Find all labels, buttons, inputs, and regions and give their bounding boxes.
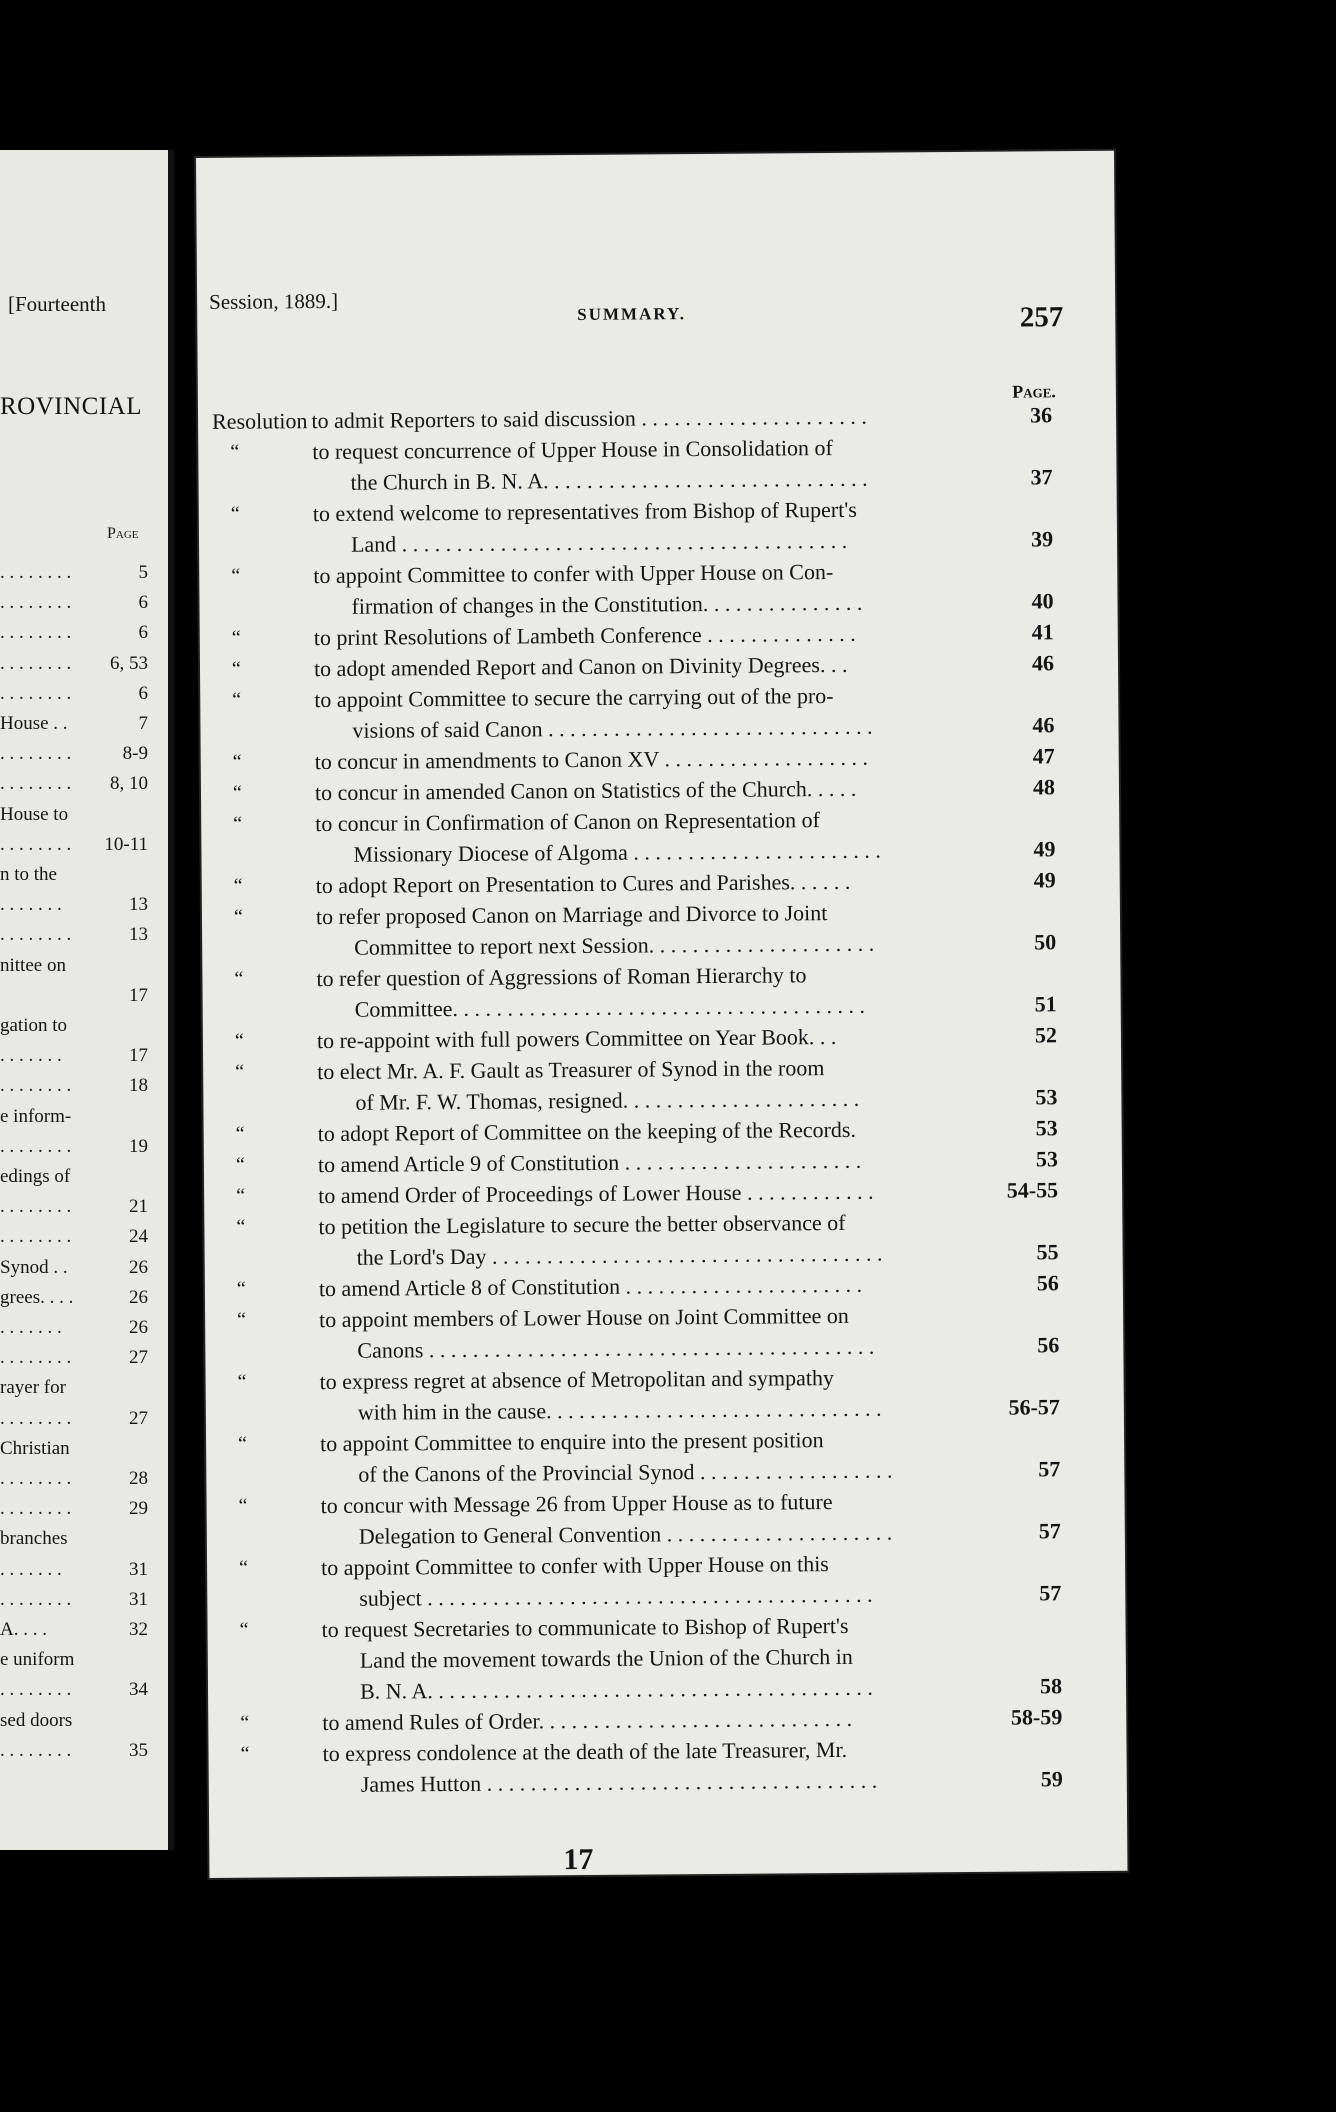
left-line-page: 18 [129, 1075, 148, 1097]
left-line-text: Synod . . [0, 1256, 68, 1278]
left-line-page: 26 [129, 1317, 148, 1338]
page-column-label: Page. [1012, 381, 1056, 402]
left-line-text: . . . . . . . . [0, 1347, 72, 1369]
left-line-page: 13 [129, 924, 148, 946]
entry-text [219, 1299, 975, 1367]
entry-text [216, 958, 972, 1026]
left-line-page: 17 [129, 1045, 148, 1067]
entry-page-ref: 46 [1031, 650, 1055, 676]
left-line-page: 34 [129, 1679, 148, 1701]
entry-line: to petition the Legislature to secure the better observance of [318, 1209, 846, 1240]
left-line-text: . . . . . . . . [0, 1196, 72, 1218]
left-line-text: branches [0, 1528, 68, 1550]
ditto-mark: “ [234, 1029, 244, 1052]
left-line-page: 6 [138, 592, 148, 614]
entry-text [217, 1051, 973, 1119]
ditto-mark: “ [230, 502, 240, 525]
left-line-text: . . . . . . . [0, 1317, 62, 1338]
entry-text [215, 803, 971, 871]
entry-text [219, 1361, 975, 1429]
ditto-mark: “ [231, 564, 241, 587]
entry-page-ref: 51 [1034, 991, 1057, 1017]
left-line-page: 10-11 [104, 833, 148, 855]
entry-page-ref: 53 [1035, 1146, 1058, 1172]
page-number: 257 [1019, 301, 1064, 334]
ditto-mark: “ [231, 657, 241, 680]
left-line-page: 8-9 [122, 743, 148, 765]
ditto-mark: “ [238, 1494, 248, 1517]
ditto-mark: “ [237, 1308, 247, 1331]
entry-text [221, 1547, 977, 1615]
left-index-line [0, 834, 148, 864]
entry-page-ref: 40 [1031, 588, 1054, 614]
left-line-text: House . . [0, 713, 68, 734]
left-line-text: . . . . . . . . [0, 833, 72, 855]
left-line-page: 8, 10 [110, 773, 148, 795]
left-line-text: . . . . . . . . [0, 1226, 72, 1248]
left-line-text: . . . . . . . . [0, 1588, 72, 1610]
left-line-text: . . . . . . . . [0, 743, 72, 765]
left-index-line [0, 1257, 148, 1287]
entry-text [220, 1423, 976, 1491]
entry-page-ref: 41 [1031, 619, 1054, 645]
left-index-line [0, 1559, 148, 1589]
left-line-page: 5 [138, 562, 148, 583]
entry-line: Committee to report next Session. . . . . . . . . . . . . . . . . . . . . [354, 930, 875, 960]
left-line-page: 35 [129, 1739, 148, 1761]
entry-line: to express regret at absence of Metropolitan and sympathy [319, 1365, 835, 1395]
entry-line: to amend Rules of Order. . . . . . . . . . . . . . . . . . . . . . . . . . . . . [322, 1705, 853, 1736]
left-line-text: . . . . . . . . [0, 652, 72, 674]
ditto-mark: “ [234, 967, 244, 990]
entry-page-ref: 48 [1032, 774, 1056, 800]
left-index-line [0, 773, 148, 803]
entry-text [213, 555, 969, 623]
summary-entry [220, 1422, 1060, 1491]
entry-line: Land the movement towards the Union of the Church in [359, 1643, 853, 1673]
entry-page-ref: 57 [1038, 1456, 1061, 1482]
left-index-line [0, 1377, 148, 1407]
entry-page-ref: 58 [1039, 1673, 1063, 1699]
left-line-text: . . . . . . . . [0, 1468, 72, 1489]
running-header-session: Session, 1889.] [209, 288, 339, 314]
entry-page-ref: 56 [1036, 1270, 1059, 1296]
entry-page-ref: 37 [1030, 464, 1053, 490]
left-line-text: A. . . . [0, 1619, 47, 1640]
left-line-text: edings of [0, 1166, 71, 1187]
entry-page-ref: 52 [1034, 1022, 1058, 1048]
left-index-line [0, 1619, 148, 1649]
left-line-page: 13 [129, 894, 148, 916]
left-index-line [0, 1649, 148, 1679]
left-index-line [0, 1106, 148, 1136]
entry-line: to amend Article 8 of Constitution . . . . . . . . . . . . . . . . . . . . . . [318, 1271, 863, 1302]
left-line-page: 31 [129, 1588, 148, 1610]
left-index-line [0, 1408, 148, 1438]
entry-text [216, 896, 972, 964]
entry-text [221, 1609, 978, 1708]
left-line-page: 7 [138, 713, 148, 734]
left-index-line [0, 864, 148, 894]
ditto-mark: “ [232, 688, 242, 711]
left-line-text: . . . . . . . . [0, 1075, 72, 1097]
entry-line: firmation of changes in the Constitution. . . . . . . . . . . . . . . [351, 589, 863, 619]
entry-line: subject . . . . . . . . . . . . . . . . . . . . . . . . . . . . . . . . . . . . . . . . . [359, 1581, 873, 1611]
entry-lead: Resolution [211, 408, 308, 434]
entry-line: to appoint Committee to enquire into the present position [320, 1427, 824, 1457]
entry-page-ref: 39 [1030, 526, 1054, 552]
entry-text [212, 431, 968, 499]
ditto-mark: “ [236, 1215, 246, 1238]
entry-line: to concur in amendments to Canon XV . . . . . . . . . . . . . . . . . . . [314, 744, 869, 775]
left-line-text: . . . . . . . . [0, 592, 72, 614]
left-line-page: 6, 53 [110, 652, 148, 674]
ditto-mark: “ [240, 1742, 250, 1765]
ditto-mark: “ [236, 1184, 246, 1207]
entry-text [213, 493, 969, 561]
entry-line: to adopt Report on Presentation to Cures and Parishes. . . . . . [315, 868, 851, 899]
left-index-line [0, 955, 148, 985]
left-index-line [0, 1710, 148, 1740]
running-header-title: SUMMARY. [577, 304, 687, 325]
left-line-text: . . . . . . . [0, 894, 62, 916]
left-line-page: 6 [138, 682, 148, 704]
left-line-text: . . . . . . . . [0, 682, 72, 704]
left-line-text: Christian [0, 1437, 70, 1459]
entry-page-ref: 47 [1032, 743, 1055, 769]
entry-line: the Lord's Day . . . . . . . . . . . . . . . . . . . . . . . . . . . . . . . . . . . . [356, 1240, 883, 1270]
left-index-line [0, 622, 148, 652]
left-index-line [0, 1438, 148, 1468]
summary-entry [216, 957, 1056, 1026]
left-line-text: . . . . . . . . [0, 622, 72, 644]
entry-line: to appoint Committee to confer with Upper House on Con- [313, 559, 834, 589]
entry-line: to appoint members of Lower House on Joint Committee on [319, 1302, 849, 1333]
ditto-mark: “ [233, 812, 243, 835]
left-index-line [0, 1468, 148, 1498]
left-line-text: . . . . . . . [0, 1045, 62, 1067]
entry-text [214, 679, 970, 747]
summary-entry [218, 1205, 1058, 1274]
left-line-page: 24 [129, 1226, 148, 1248]
left-page-title: ROVINCIAL [0, 393, 142, 420]
left-index-line [0, 1196, 148, 1226]
left-line-text: . . . . . . . . [0, 1739, 72, 1761]
left-index-line [0, 1075, 148, 1105]
left-line-page: 28 [129, 1468, 148, 1489]
summary-entry [219, 1298, 1059, 1367]
signature-mark: 17 [563, 1842, 594, 1877]
left-index-line [0, 1347, 148, 1377]
left-index-line [0, 924, 148, 954]
summary-entry [219, 1360, 1059, 1429]
left-index-line [0, 1045, 148, 1075]
summary-entry [221, 1546, 1061, 1615]
entry-line: to adopt amended Report and Canon on Divinity Degrees. . . [313, 651, 848, 682]
left-line-text: grees. . . . [0, 1286, 74, 1308]
summary-entry [220, 1484, 1060, 1553]
left-line-text: n to the [0, 864, 57, 885]
summary-page [196, 151, 1127, 1878]
left-index-line [0, 713, 148, 743]
summary-entry [212, 430, 1052, 499]
ditto-mark: “ [235, 1153, 245, 1176]
entry-page-ref: 53 [1035, 1115, 1058, 1141]
entry-line: of the Canons of the Provincial Synod . . . . . . . . . . . . . . . . . . [358, 1457, 893, 1487]
left-line-text: e uniform [0, 1649, 75, 1671]
entry-page-ref: 49 [1033, 867, 1056, 893]
ditto-mark: “ [232, 781, 242, 804]
entry-line: to concur in Confirmation of Canon on Representation of [315, 807, 820, 837]
left-line-page: 27 [129, 1347, 148, 1369]
left-line-text: rayer for [0, 1377, 66, 1399]
ditto-mark: “ [240, 1711, 250, 1734]
left-line-text: gation to [0, 1015, 68, 1036]
summary-entry [221, 1608, 1062, 1708]
entry-line: to print Resolutions of Lambeth Conference . . . . . . . . . . . . . . [313, 620, 856, 651]
left-index-line [0, 1498, 148, 1528]
left-index-line [0, 1679, 148, 1709]
entry-page-ref: 49 [1033, 836, 1056, 862]
entry-page-ref: 59 [1040, 1766, 1063, 1792]
entry-line: to express condolence at the death of the late Treasurer, Mr. [322, 1736, 848, 1767]
entry-line: to re-appoint with full powers Committee on Year Book. . . [316, 1023, 837, 1054]
left-line-page: 19 [129, 1135, 148, 1157]
left-index-line [0, 653, 148, 683]
left-page-column-label: Page [107, 525, 139, 542]
entry-line: Canons . . . . . . . . . . . . . . . . . . . . . . . . . . . . . . . . . . . . . . . . . [357, 1333, 875, 1363]
left-index-line [0, 1015, 148, 1045]
left-index-line [0, 683, 148, 713]
left-index-line [0, 894, 148, 924]
entry-text [311, 400, 968, 436]
entry-line: Committee. . . . . . . . . . . . . . . . . . . . . . . . . . . . . . . . . . . . . . [354, 992, 866, 1022]
summary-entry [217, 1050, 1057, 1119]
left-index-line [0, 592, 148, 622]
ditto-mark: “ [231, 626, 241, 649]
entry-text [218, 1206, 974, 1274]
summary-entry [214, 678, 1054, 747]
summary-entry [215, 802, 1055, 871]
ditto-mark: “ [238, 1556, 249, 1579]
entry-line: to request concurrence of Upper House in Consolidation of [312, 435, 833, 465]
entry-page-ref: 56-57 [1008, 1394, 1060, 1420]
entry-line: to refer question of Aggressions of Roman Hierarchy to [316, 962, 807, 992]
left-line-text: . . . . . . . . [0, 924, 72, 946]
left-index-line [0, 1226, 148, 1256]
entry-line: to appoint Committee to confer with Upper House on this [320, 1551, 829, 1581]
left-line-page: 26 [129, 1286, 148, 1308]
left-line-page: 21 [129, 1196, 148, 1218]
left-index-line [0, 1740, 148, 1770]
left-line-text: e inform- [0, 1105, 72, 1127]
entry-page-ref: 55 [1036, 1239, 1059, 1265]
left-line-page: 27 [129, 1407, 148, 1429]
summary-entry [216, 895, 1056, 964]
entry-line: to refer proposed Canon on Marriage and Divorce to Joint [315, 900, 828, 930]
left-line-text: . . . . . . . . [0, 1498, 72, 1520]
entry-page-ref: 54-55 [1006, 1177, 1059, 1203]
left-line-text: nittee on [0, 954, 66, 976]
left-line-page: 26 [129, 1256, 148, 1278]
left-index-line [0, 985, 148, 1015]
left-line-text: . . . . . . . [0, 1558, 62, 1580]
left-line-text: House to [0, 803, 69, 825]
left-index-line [0, 804, 148, 834]
left-line-page: 32 [129, 1619, 148, 1640]
left-line-page: 6 [138, 622, 148, 644]
entry-text [222, 1733, 978, 1801]
left-page-fragment [0, 150, 174, 1850]
left-line-page: 29 [129, 1498, 148, 1520]
entry-line: to amend Article 9 of Constitution . . . . . . . . . . . . . . . . . . . . . . [317, 1147, 862, 1178]
left-line-text: . . . . . . . . [0, 1407, 72, 1429]
entry-line: visions of said Canon . . . . . . . . . . . . . . . . . . . . . . . . . . . . . . [352, 713, 873, 743]
left-line-text: . . . . . . . . [0, 1135, 72, 1157]
entry-line: to concur in amended Canon on Statistics of the Church. . . . . [314, 775, 857, 806]
entry-line: Missionary Diocese of Algoma . . . . . . . . . . . . . . . . . . . . . . . [353, 837, 881, 867]
left-index-line [0, 1166, 148, 1196]
left-index-line [0, 1287, 148, 1317]
left-line-text: . . . . . . . . [0, 1679, 72, 1701]
ditto-mark: “ [233, 905, 243, 928]
ditto-mark: “ [239, 1618, 249, 1641]
entry-line: with him in the cause. . . . . . . . . . . . . . . . . . . . . . . . . . . . . . . [357, 1395, 882, 1425]
ditto-mark: “ [235, 1122, 245, 1145]
left-line-text: sed doors [0, 1709, 73, 1731]
left-index-line [0, 743, 148, 773]
left-index-line [0, 1589, 148, 1619]
entry-page-ref: 46 [1032, 712, 1055, 738]
left-line-page: 17 [129, 984, 148, 1006]
entry-page-ref: 53 [1035, 1084, 1058, 1110]
entry-line: of Mr. F. W. Thomas, resigned. . . . . . . . . . . . . . . . . . . . . . [355, 1085, 860, 1115]
ditto-mark: “ [232, 750, 242, 773]
entry-line: to appoint Committee to secure the carrying out of the pro- [314, 683, 834, 713]
entry-line: Delegation to General Convention . . . . . . . . . . . . . . . . . . . . . [358, 1519, 893, 1549]
ditto-mark: “ [237, 1370, 247, 1393]
left-line-page: 31 [129, 1558, 148, 1580]
summary-entry [222, 1732, 1062, 1801]
entry-page-ref: 36 [1029, 402, 1053, 428]
entry-line: to extend welcome to representatives from Bishop of Rupert's [312, 496, 857, 527]
entry-page-ref: 56 [1037, 1332, 1060, 1358]
ditto-mark: “ [238, 1432, 248, 1455]
ditto-mark: “ [236, 1277, 246, 1300]
entry-page-ref: 57 [1038, 1518, 1061, 1544]
entry-page-ref: 58-59 [1010, 1704, 1063, 1730]
summary-entry [213, 554, 1053, 623]
entry-line: B. N. A. . . . . . . . . . . . . . . . . . . . . . . . . . . . . . . . . . . . . . . . . [359, 1674, 873, 1704]
left-index-line [0, 562, 148, 592]
left-index-line [0, 1528, 148, 1558]
ditto-mark: “ [235, 1060, 245, 1083]
entry-line: to adopt Report of Committee on the keeping of the Records. [317, 1116, 857, 1147]
entry-line: to admit Reporters to said discussion . . . . . . . . . . . . . . . . . . . . . [311, 403, 867, 434]
entry-page-ref: 50 [1034, 929, 1057, 955]
summary-entries [212, 399, 1063, 1801]
entry-line: Land . . . . . . . . . . . . . . . . . . . . . . . . . . . . . . . . . . . . . . . . . [350, 527, 848, 557]
entry-line: to concur with Message 26 from Upper House as to future [320, 1489, 833, 1519]
left-index-line [0, 1317, 148, 1347]
summary-entry [213, 492, 1053, 561]
left-line-text: . . . . . . . . [0, 562, 72, 583]
entry-line: to elect Mr. A. F. Gault as Treasurer of Synod in the room [317, 1055, 825, 1085]
ditto-mark: “ [233, 874, 243, 897]
entry-page-ref: 57 [1039, 1580, 1062, 1606]
left-line-text: . . . . . . . . [0, 773, 72, 795]
left-index-line [0, 1136, 148, 1166]
entry-line: James Hutton . . . . . . . . . . . . . . . . . . . . . . . . . . . . . . . . . . . . [360, 1767, 878, 1797]
entry-line: the Church in B. N. A. . . . . . . . . . . . . . . . . . . . . . . . . . . . . . [350, 465, 868, 495]
ditto-mark: “ [230, 440, 240, 463]
entry-line: to amend Order of Proceedings of Lower House . . . . . . . . . . . . [318, 1178, 874, 1209]
entry-line: to request Secretaries to communicate to Bishop of Rupert's [321, 1612, 849, 1643]
entry-text [220, 1485, 976, 1553]
left-running-header: [Fourteenth [8, 292, 106, 316]
